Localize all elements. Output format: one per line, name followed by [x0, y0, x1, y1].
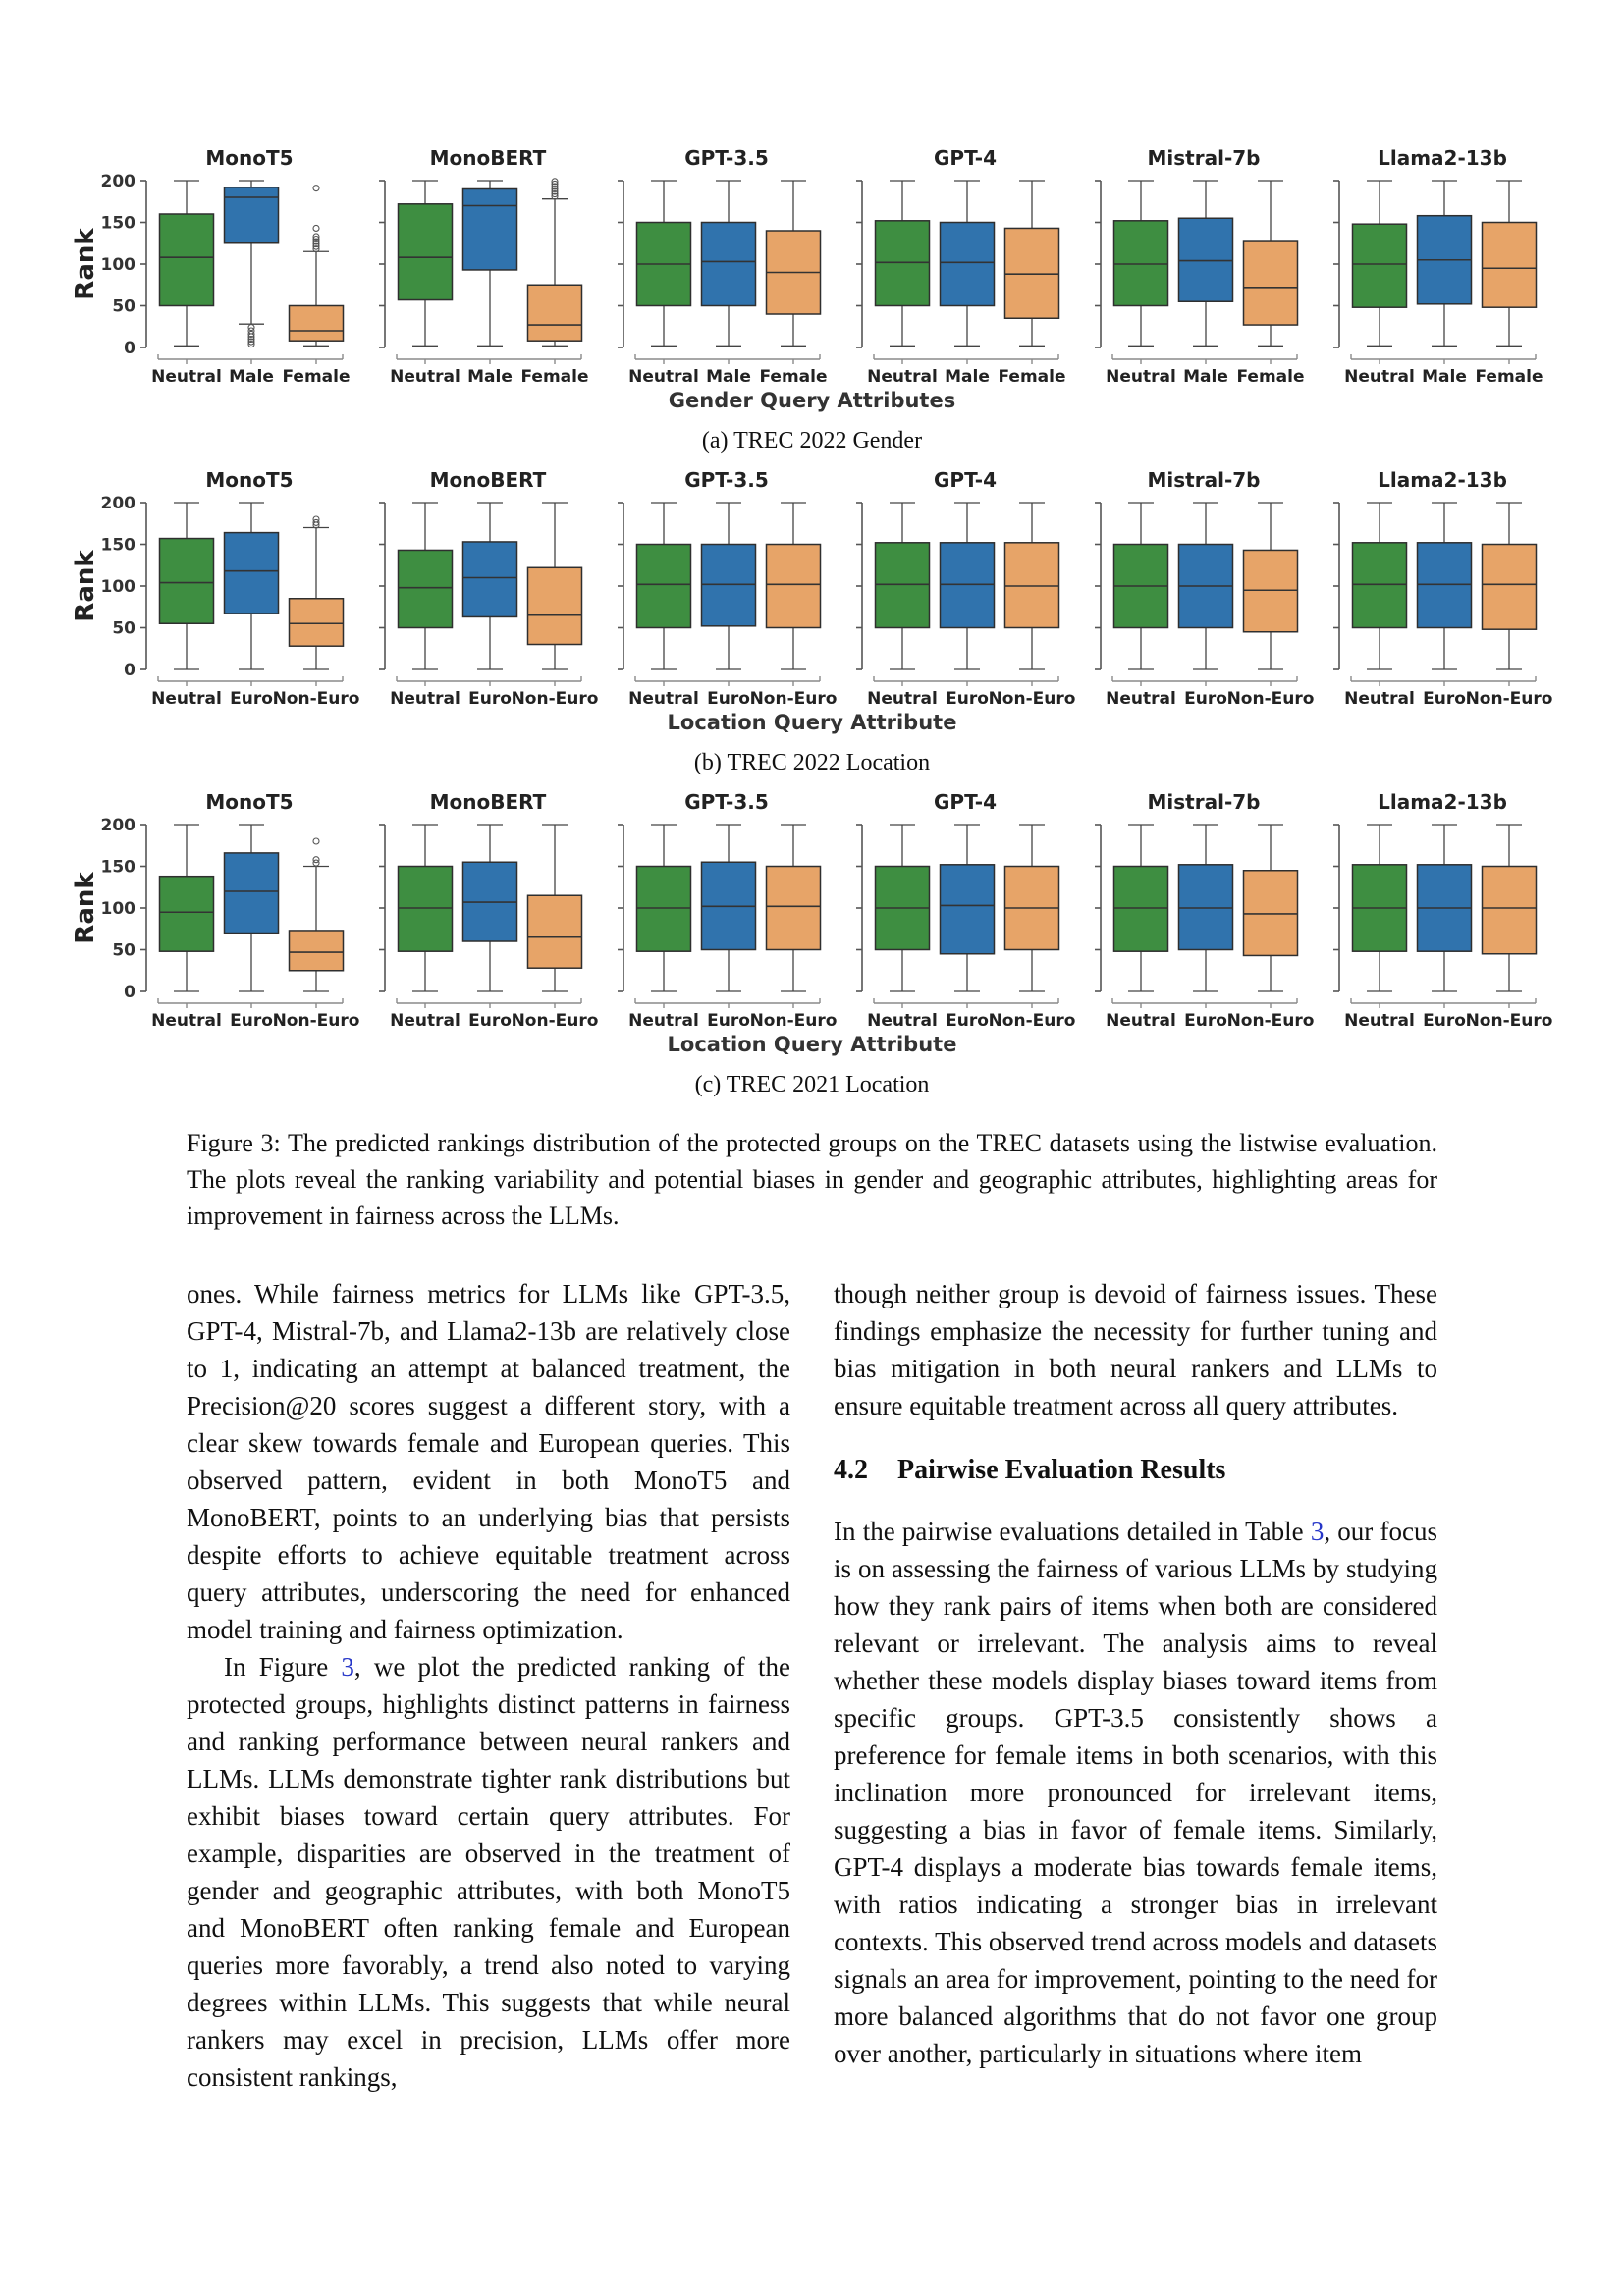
svg-text:Mistral-7b: Mistral-7b — [1147, 147, 1261, 170]
outlier-point — [313, 186, 319, 191]
svg-text:Neutral: Neutral — [151, 1011, 222, 1031]
panel-Mistral-7b — [1095, 147, 1305, 387]
svg-text:Male: Male — [706, 367, 751, 387]
svg-text:Neutral: Neutral — [1106, 689, 1176, 709]
panel-MonoT5 — [71, 469, 359, 709]
svg-text:Llama2-13b: Llama2-13b — [1378, 791, 1507, 814]
svg-text:100: 100 — [100, 255, 135, 275]
subfigure-caption-b: (b) TREC 2022 Location — [693, 750, 931, 775]
box-Non-Euro — [290, 931, 344, 971]
section-title: Pairwise Evaluation Results — [897, 1455, 1226, 1485]
svg-text:Female: Female — [759, 367, 828, 387]
svg-text:Male: Male — [229, 367, 274, 387]
svg-text:Euro: Euro — [468, 689, 512, 709]
svg-text:150: 150 — [100, 535, 135, 556]
svg-text:GPT-3.5: GPT-3.5 — [684, 147, 769, 170]
box-Non-Euro — [1244, 550, 1298, 631]
svg-text:MonoT5: MonoT5 — [205, 469, 294, 492]
svg-text:50: 50 — [112, 618, 135, 639]
svg-text:Neutral: Neutral — [390, 367, 460, 387]
svg-text:Non-Euro: Non-Euro — [272, 689, 360, 709]
svg-text:Female: Female — [282, 367, 351, 387]
paragraph-text: In Figure — [224, 1652, 342, 1682]
boxplot-grid-location-2022 — [66, 469, 1558, 711]
svg-text:Neutral: Neutral — [390, 689, 460, 709]
svg-text:Non-Euro: Non-Euro — [1226, 1011, 1315, 1031]
box-Non-Euro — [767, 545, 821, 628]
svg-text:GPT-4: GPT-4 — [934, 791, 997, 814]
svg-text:Neutral: Neutral — [867, 689, 938, 709]
svg-text:Non-Euro: Non-Euro — [1465, 689, 1553, 709]
box-Neutral — [399, 204, 453, 300]
figure-3a — [66, 147, 1558, 455]
box-Neutral — [1353, 224, 1407, 307]
svg-text:Neutral: Neutral — [628, 367, 699, 387]
paragraph-text: , we plot the predicted ranking of the protected groups, highlights distinct patterns in fairness and ranking performance between neural rankers and LLMs. LLMs demonstrate tighter rank distributions but exhibit biases toward certain query attributes. For example, disparities are observed in the treatment of gender and geographic attributes, with both MonoT5 and MonoBERT often ranking female and European queries more favorably, a trend also noted to varying degrees within LLMs. This suggests that while neural rankers may excel in precision, LLMs offer more consistent rankings, — [187, 1652, 790, 2092]
svg-text:Non-Euro: Non-Euro — [749, 1011, 838, 1031]
svg-text:100: 100 — [100, 577, 135, 597]
paragraph — [187, 1648, 790, 2096]
svg-text:Mistral-7b: Mistral-7b — [1147, 791, 1261, 814]
paragraph — [834, 1513, 1437, 2072]
box-Non-Euro — [1005, 543, 1059, 628]
svg-text:Rank: Rank — [71, 550, 100, 622]
svg-text:MonoBERT: MonoBERT — [429, 147, 547, 170]
box-Neutral — [1114, 867, 1168, 952]
box-Non-Euro — [1483, 545, 1537, 630]
box-Neutral — [399, 867, 453, 952]
panel-Mistral-7b — [1095, 469, 1314, 709]
box-Male — [225, 187, 279, 243]
svg-text:Non-Euro: Non-Euro — [272, 1011, 360, 1031]
svg-text:GPT-3.5: GPT-3.5 — [684, 469, 769, 492]
section-heading — [834, 1454, 1437, 1487]
svg-text:Female: Female — [998, 367, 1066, 387]
box-Neutral — [160, 539, 214, 624]
box-Female — [1244, 241, 1298, 325]
svg-text:Female: Female — [1475, 367, 1543, 387]
figure-3-link[interactable]: 3 — [341, 1652, 354, 1682]
box-Non-Euro — [1244, 871, 1298, 956]
figure-3 — [0, 147, 1624, 1099]
svg-text:150: 150 — [100, 213, 135, 234]
svg-text:Llama2-13b: Llama2-13b — [1378, 147, 1507, 170]
panel-MonoT5 — [71, 791, 359, 1031]
svg-text:Euro: Euro — [468, 1011, 512, 1031]
figure-3b — [66, 469, 1558, 777]
box-Euro — [941, 543, 995, 628]
box-Non-Euro — [528, 567, 582, 644]
panel-GPT-4 — [856, 147, 1066, 387]
box-Neutral — [637, 867, 691, 952]
svg-text:Llama2-13b: Llama2-13b — [1378, 469, 1507, 492]
svg-text:Neutral: Neutral — [1344, 367, 1415, 387]
svg-text:Euro: Euro — [1423, 689, 1466, 709]
svg-text:Non-Euro: Non-Euro — [988, 1011, 1076, 1031]
box-Female — [1483, 223, 1537, 308]
svg-text:Non-Euro: Non-Euro — [749, 689, 838, 709]
svg-text:0: 0 — [124, 983, 135, 1002]
svg-text:Neutral: Neutral — [151, 367, 222, 387]
svg-text:Euro: Euro — [230, 1011, 273, 1031]
svg-text:50: 50 — [112, 296, 135, 317]
svg-text:Neutral: Neutral — [1106, 1011, 1176, 1031]
svg-text:Male: Male — [945, 367, 990, 387]
subfigure-caption-a: (a) TREC 2022 Gender — [701, 428, 923, 454]
x-axis-label-gender: Gender Query Attributes — [668, 389, 956, 412]
box-Neutral — [160, 214, 214, 306]
svg-text:Neutral: Neutral — [1344, 689, 1415, 709]
box-Male — [1179, 218, 1233, 301]
box-Non-Euro — [528, 895, 582, 968]
svg-text:Neutral: Neutral — [628, 689, 699, 709]
panel-GPT-3.5 — [618, 147, 828, 387]
svg-text:Euro: Euro — [707, 1011, 750, 1031]
box-Euro — [1179, 865, 1233, 950]
paragraph-text: , our focus is on assessing the fairness of various LLMs by studying how they rank pairs of items when both are considered relevant or irrelevant. The analysis aims to reveal whether these models display biases toward items from specific groups. GPT-3.5 consistently shows a preference for female items in both scenarios, with this inclination more pronounced for irrelevant items, suggesting a bias in favor of female items. Similarly, GPT-4 displays a moderate bias towards female items, with ratios indicating a stronger bias in irrelevant contexts. This observed trend across models and datasets signals an area for improvement, pointing to the need for more balanced algorithms that do not favor one group over another, particularly in situations where item — [834, 1517, 1437, 2068]
box-Female — [290, 306, 344, 342]
svg-text:Neutral: Neutral — [867, 1011, 938, 1031]
svg-text:Neutral: Neutral — [390, 1011, 460, 1031]
svg-text:Rank: Rank — [71, 872, 100, 944]
svg-text:Neutral: Neutral — [867, 367, 938, 387]
svg-text:Rank: Rank — [71, 228, 100, 300]
svg-text:Neutral: Neutral — [1106, 367, 1176, 387]
svg-text:200: 200 — [100, 816, 135, 835]
svg-text:150: 150 — [100, 857, 135, 878]
svg-text:Male: Male — [1183, 367, 1228, 387]
paragraph: ones. While fairness metrics for LLMs like GPT-3.5, GPT-4, Mistral-7b, and Llama2-13b are relatively close to 1, indicating an attempt at balanced treatment, the Precision@20 scores suggest a different story, with a clear skew towards female and European queries. This observed pattern, evident in both MonoT5 and MonoBERT, points to an underlying bias that persists despite efforts to achieve equitable treatment across query attributes, underscoring the need for enhanced model training and fairness optimization. — [187, 1279, 790, 1644]
panel-Llama2-13b — [1333, 147, 1543, 387]
svg-text:GPT-4: GPT-4 — [934, 469, 997, 492]
panel-MonoT5 — [71, 147, 351, 387]
outlier-point — [313, 225, 319, 231]
box-Neutral — [1353, 543, 1407, 628]
box-Neutral — [160, 877, 214, 952]
panel-Llama2-13b — [1333, 469, 1552, 709]
left-column — [187, 1275, 790, 2096]
panel-Mistral-7b — [1095, 791, 1314, 1031]
svg-text:Euro: Euro — [1423, 1011, 1466, 1031]
box-Male — [463, 189, 517, 270]
svg-text:0: 0 — [124, 661, 135, 680]
svg-text:Non-Euro: Non-Euro — [511, 1011, 599, 1031]
box-Neutral — [399, 550, 453, 627]
box-Female — [1005, 228, 1059, 318]
svg-text:GPT-4: GPT-4 — [934, 147, 997, 170]
svg-text:Euro: Euro — [946, 689, 989, 709]
outlier-point — [313, 838, 319, 844]
panel-MonoBERT — [379, 147, 589, 387]
panel-Llama2-13b — [1333, 791, 1552, 1031]
svg-text:Neutral: Neutral — [151, 689, 222, 709]
svg-text:Neutral: Neutral — [1344, 1011, 1415, 1031]
box-Male — [941, 223, 995, 306]
paragraph: though neither group is devoid of fairness issues. These findings emphasize the necessity for further tuning and bias mitigation in both neural rankers and LLMs to ensure equitable treatment across all query attributes. — [834, 1279, 1437, 1420]
figure-3c — [66, 791, 1558, 1099]
box-Euro — [225, 853, 279, 934]
panel-GPT-3.5 — [618, 469, 837, 709]
box-Neutral — [876, 543, 930, 628]
box-Neutral — [1114, 221, 1168, 306]
svg-text:Non-Euro: Non-Euro — [1226, 689, 1315, 709]
svg-text:Mistral-7b: Mistral-7b — [1147, 469, 1261, 492]
svg-text:Neutral: Neutral — [628, 1011, 699, 1031]
box-Male — [702, 223, 756, 306]
svg-text:MonoT5: MonoT5 — [205, 791, 294, 814]
box-Non-Euro — [767, 867, 821, 950]
panel-MonoBERT — [379, 469, 598, 709]
svg-text:Euro: Euro — [1184, 689, 1227, 709]
subfigure-caption-c: (c) TREC 2021 Location — [694, 1072, 930, 1097]
svg-text:Female: Female — [520, 367, 589, 387]
svg-text:Non-Euro: Non-Euro — [988, 689, 1076, 709]
panel-GPT-4 — [856, 791, 1075, 1031]
boxplot-grid-location-2021 — [66, 791, 1558, 1033]
svg-text:Non-Euro: Non-Euro — [511, 689, 599, 709]
svg-text:50: 50 — [112, 940, 135, 961]
svg-text:0: 0 — [124, 339, 135, 358]
svg-text:MonoT5: MonoT5 — [205, 147, 294, 170]
box-Female — [528, 285, 582, 341]
box-Euro — [225, 533, 279, 614]
svg-text:Female: Female — [1236, 367, 1305, 387]
svg-text:200: 200 — [100, 172, 135, 191]
svg-text:Euro: Euro — [946, 1011, 989, 1031]
panel-MonoBERT — [379, 791, 598, 1031]
svg-text:Euro: Euro — [707, 689, 750, 709]
svg-text:100: 100 — [100, 899, 135, 919]
x-axis-label-location-2021: Location Query Attribute — [667, 1033, 957, 1056]
svg-text:GPT-3.5: GPT-3.5 — [684, 791, 769, 814]
paragraph-text: In the pairwise evaluations detailed in Table — [834, 1517, 1311, 1546]
body-text — [0, 1275, 1624, 2096]
box-Non-Euro — [1483, 867, 1537, 954]
box-Euro — [702, 545, 756, 626]
section-number: 4.2 — [834, 1455, 868, 1485]
svg-text:MonoBERT: MonoBERT — [429, 791, 547, 814]
svg-text:Male: Male — [1422, 367, 1467, 387]
svg-text:200: 200 — [100, 494, 135, 513]
svg-text:MonoBERT: MonoBERT — [429, 469, 547, 492]
figure-caption: Figure 3: The predicted rankings distribution of the protected groups on the TREC datasets using the listwise evaluation. The plots reveal the ranking variability and potential biases in gender and geographic attributes, highlighting areas for improvement in fairness across the LLMs. — [187, 1129, 1437, 1230]
box-Neutral — [876, 221, 930, 306]
box-Euro — [941, 865, 995, 954]
panel-GPT-3.5 — [618, 791, 837, 1031]
table-3-link[interactable]: 3 — [1310, 1517, 1325, 1546]
box-Euro — [1418, 543, 1472, 628]
box-Euro — [463, 542, 517, 617]
svg-text:Non-Euro: Non-Euro — [1465, 1011, 1553, 1031]
x-axis-label-location-2022: Location Query Attribute — [667, 711, 957, 734]
svg-text:Euro: Euro — [1184, 1011, 1227, 1031]
boxplot-grid-gender — [66, 147, 1558, 389]
box-Non-Euro — [290, 599, 344, 646]
svg-text:Male: Male — [467, 367, 513, 387]
panel-GPT-4 — [856, 469, 1075, 709]
right-column — [834, 1275, 1437, 2096]
box-Neutral — [637, 545, 691, 628]
svg-text:Euro: Euro — [230, 689, 273, 709]
